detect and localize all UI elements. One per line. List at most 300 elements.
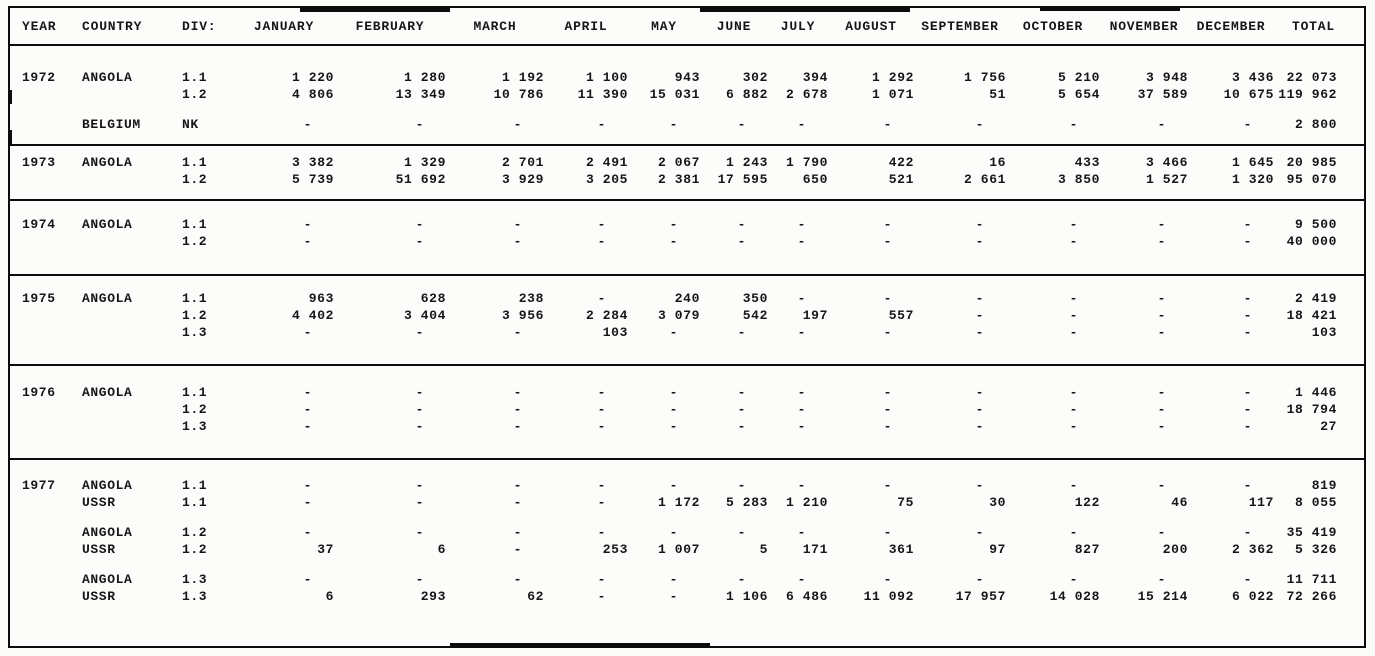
div-cell: 1.1 — [182, 385, 208, 400]
month-value: 10 786 — [493, 87, 544, 102]
row-group — [22, 477, 1364, 511]
month-value: - — [1069, 525, 1078, 540]
year-cell — [22, 233, 82, 250]
month-value: - — [1243, 217, 1252, 232]
month-value: 1 071 — [871, 87, 914, 102]
month-value: 5 — [759, 542, 768, 557]
month-value: 75 — [897, 495, 914, 510]
country-cell: ANGOLA — [82, 525, 133, 540]
country-cell: USSR — [82, 495, 116, 510]
month-value: 963 — [308, 291, 334, 306]
month-value: 394 — [802, 70, 828, 85]
country-cell — [82, 86, 182, 103]
total-value: 27 — [1320, 419, 1337, 434]
table-body — [10, 46, 1364, 646]
month-value: - — [597, 117, 606, 132]
month-value: - — [883, 572, 892, 587]
month-value: - — [513, 117, 522, 132]
month-value: 62 — [527, 589, 544, 604]
total-value: 2 800 — [1294, 117, 1337, 132]
month-value: 37 589 — [1137, 87, 1188, 102]
month-value: - — [797, 291, 806, 306]
month-value: - — [597, 572, 606, 587]
month-value: 103 — [602, 325, 628, 340]
month-value: - — [513, 419, 522, 434]
total-value: 95 070 — [1286, 172, 1337, 187]
month-value: - — [303, 234, 312, 249]
total-value: 103 — [1311, 325, 1337, 340]
month-value: 15 214 — [1137, 589, 1188, 604]
month-value: 3 948 — [1145, 70, 1188, 85]
country-cell — [82, 324, 182, 341]
month-value: - — [883, 234, 892, 249]
country-cell: ANGOLA — [82, 217, 133, 232]
month-value: 197 — [802, 308, 828, 323]
country-cell — [82, 233, 182, 250]
column-header-country: COUNTRY — [82, 18, 143, 34]
month-value: - — [513, 542, 522, 557]
total-value: 18 794 — [1286, 402, 1337, 417]
year-cell — [22, 571, 82, 588]
div-cell: 1.2 — [182, 402, 208, 417]
table-row — [22, 154, 1364, 171]
country-cell — [82, 307, 182, 324]
div-cell: 1.1 — [182, 155, 208, 170]
column-header-february: FEBRUARY — [355, 18, 425, 34]
column-header-total: TOTAL — [1291, 18, 1335, 34]
month-value: - — [975, 217, 984, 232]
month-value: - — [597, 419, 606, 434]
total-value: 20 985 — [1286, 155, 1337, 170]
month-value: - — [883, 402, 892, 417]
total-value: 40 000 — [1286, 234, 1337, 249]
month-value: - — [415, 117, 424, 132]
month-value: 1 329 — [403, 155, 446, 170]
month-value: - — [737, 234, 746, 249]
month-value: - — [303, 572, 312, 587]
month-value: - — [1069, 419, 1078, 434]
month-value: - — [415, 419, 424, 434]
month-value: 1 790 — [785, 155, 828, 170]
month-value: - — [597, 402, 606, 417]
month-value: 15 031 — [649, 87, 700, 102]
month-value: 51 — [989, 87, 1006, 102]
month-value: - — [883, 217, 892, 232]
month-value: 943 — [674, 70, 700, 85]
month-value: - — [797, 385, 806, 400]
month-value: - — [597, 525, 606, 540]
month-value: - — [797, 572, 806, 587]
month-value: - — [797, 419, 806, 434]
total-value: 11 711 — [1286, 572, 1337, 587]
year-cell: 1973 — [22, 155, 56, 170]
month-value: - — [797, 402, 806, 417]
row-group — [22, 384, 1364, 435]
month-value: - — [883, 385, 892, 400]
div-cell: 1.1 — [182, 291, 208, 306]
month-value: - — [975, 117, 984, 132]
month-value: 2 284 — [585, 308, 628, 323]
month-value: - — [303, 525, 312, 540]
month-value: - — [1243, 402, 1252, 417]
country-cell: ANGOLA — [82, 478, 133, 493]
table-row — [22, 233, 1364, 250]
div-cell: 1.3 — [182, 572, 208, 587]
month-value: - — [303, 385, 312, 400]
month-value: - — [597, 217, 606, 232]
month-value: 2 701 — [501, 155, 544, 170]
month-value: - — [975, 525, 984, 540]
month-value: - — [669, 217, 678, 232]
month-value: 542 — [742, 308, 768, 323]
month-value: - — [1157, 291, 1166, 306]
month-value: 13 349 — [395, 87, 446, 102]
month-value: 5 283 — [725, 495, 768, 510]
total-value: 5 326 — [1294, 542, 1337, 557]
month-value: - — [513, 217, 522, 232]
country-cell: ANGOLA — [82, 70, 133, 85]
month-value: - — [1157, 478, 1166, 493]
month-value: - — [597, 478, 606, 493]
month-value: - — [415, 478, 424, 493]
row-group — [22, 116, 1364, 133]
month-value: - — [669, 525, 678, 540]
month-value: 2 362 — [1231, 542, 1274, 557]
month-value: - — [883, 525, 892, 540]
month-value: 1 210 — [785, 495, 828, 510]
month-value: - — [737, 419, 746, 434]
month-value: 1 106 — [725, 589, 768, 604]
month-value: - — [415, 217, 424, 232]
month-value: - — [1243, 525, 1252, 540]
month-value: - — [1157, 419, 1166, 434]
month-value: - — [1243, 308, 1252, 323]
month-value: 6 — [437, 542, 446, 557]
month-value: - — [1069, 478, 1078, 493]
total-value: 35 419 — [1286, 525, 1337, 540]
year-block — [10, 46, 1364, 146]
month-value: 117 — [1248, 495, 1274, 510]
country-cell — [82, 401, 182, 418]
month-value: - — [883, 325, 892, 340]
table-row — [22, 477, 1364, 494]
month-value: - — [797, 525, 806, 540]
total-value: 2 419 — [1294, 291, 1337, 306]
month-value: - — [597, 495, 606, 510]
month-value: - — [669, 325, 678, 340]
month-value: - — [1069, 308, 1078, 323]
month-value: - — [415, 385, 424, 400]
month-value: - — [513, 402, 522, 417]
month-value: 17 595 — [717, 172, 768, 187]
month-value: - — [669, 385, 678, 400]
month-value: - — [1157, 402, 1166, 417]
month-value: - — [975, 402, 984, 417]
total-value: 8 055 — [1294, 495, 1337, 510]
total-value: 22 073 — [1286, 70, 1337, 85]
month-value: 1 007 — [657, 542, 700, 557]
month-value: 4 402 — [291, 308, 334, 323]
month-value: 521 — [888, 172, 914, 187]
year-cell — [22, 86, 82, 103]
month-value: - — [1243, 234, 1252, 249]
month-value: - — [1157, 572, 1166, 587]
year-cell: 1976 — [22, 385, 56, 400]
month-value: - — [737, 325, 746, 340]
month-value: 3 850 — [1057, 172, 1100, 187]
month-value: 4 806 — [291, 87, 334, 102]
month-value: - — [1069, 117, 1078, 132]
month-value: 46 — [1171, 495, 1188, 510]
country-cell: USSR — [82, 542, 116, 557]
year-cell — [22, 307, 82, 324]
month-value: 422 — [888, 155, 914, 170]
row-group — [22, 524, 1364, 558]
total-value: 1 446 — [1294, 385, 1337, 400]
year-cell: 1974 — [22, 217, 56, 232]
month-value: - — [737, 572, 746, 587]
row-group — [22, 571, 1364, 605]
month-value: - — [1069, 385, 1078, 400]
month-value: - — [797, 117, 806, 132]
month-value: 2 491 — [585, 155, 628, 170]
column-header-september: SEPTEMBER — [921, 18, 999, 34]
month-value: 171 — [802, 542, 828, 557]
month-value: - — [975, 385, 984, 400]
month-value: - — [303, 325, 312, 340]
month-value: - — [415, 325, 424, 340]
total-value: 819 — [1311, 478, 1337, 493]
month-value: - — [303, 495, 312, 510]
month-value: - — [975, 419, 984, 434]
year-block — [10, 146, 1364, 201]
month-value: - — [975, 325, 984, 340]
month-value: - — [1157, 217, 1166, 232]
month-value: 1 280 — [403, 70, 446, 85]
year-block — [10, 366, 1364, 460]
month-value: - — [737, 217, 746, 232]
month-value: - — [1069, 402, 1078, 417]
year-cell — [22, 171, 82, 188]
row-group — [22, 290, 1364, 341]
column-header-august: AUGUST — [845, 18, 897, 34]
div-cell: 1.1 — [182, 70, 208, 85]
month-value: 253 — [602, 542, 628, 557]
month-value: - — [303, 217, 312, 232]
month-value: - — [513, 495, 522, 510]
month-value: - — [1157, 325, 1166, 340]
scan-artifact — [700, 8, 910, 12]
month-value: 827 — [1074, 542, 1100, 557]
year-cell: 1975 — [22, 291, 56, 306]
month-value: - — [513, 572, 522, 587]
table-row — [22, 494, 1364, 511]
month-value: - — [597, 234, 606, 249]
table-row — [22, 171, 1364, 188]
month-value: - — [415, 234, 424, 249]
month-value: - — [1157, 385, 1166, 400]
country-cell: ANGOLA — [82, 385, 133, 400]
column-header-january: JANUARY — [253, 18, 315, 34]
month-value: - — [1157, 234, 1166, 249]
month-value: - — [415, 495, 424, 510]
month-value: - — [597, 291, 606, 306]
country-cell: ANGOLA — [82, 291, 133, 306]
month-value: - — [883, 419, 892, 434]
month-value: 293 — [420, 589, 446, 604]
month-value: 30 — [989, 495, 1006, 510]
month-value: 1 527 — [1145, 172, 1188, 187]
month-value: - — [513, 525, 522, 540]
month-value: 17 957 — [955, 589, 1006, 604]
month-value: - — [1243, 325, 1252, 340]
month-value: - — [1157, 308, 1166, 323]
statistics-table — [8, 6, 1366, 648]
month-value: - — [797, 325, 806, 340]
month-value: - — [1243, 385, 1252, 400]
year-cell — [22, 418, 82, 435]
total-value: 72 266 — [1286, 589, 1337, 604]
country-cell: ANGOLA — [82, 155, 133, 170]
table-row — [22, 116, 1364, 133]
month-value: 1 243 — [725, 155, 768, 170]
month-value: - — [1243, 478, 1252, 493]
month-value: - — [669, 234, 678, 249]
month-value: 1 192 — [501, 70, 544, 85]
table-row — [22, 524, 1364, 541]
month-value: - — [669, 589, 678, 604]
month-value: - — [737, 525, 746, 540]
table-row — [22, 216, 1364, 233]
month-value: - — [513, 234, 522, 249]
month-value: - — [303, 478, 312, 493]
total-value: 9 500 — [1294, 217, 1337, 232]
scan-artifact — [450, 643, 710, 646]
month-value: - — [415, 402, 424, 417]
month-value: 3 079 — [657, 308, 700, 323]
month-value: 433 — [1074, 155, 1100, 170]
month-value: - — [669, 402, 678, 417]
month-value: 6 486 — [785, 589, 828, 604]
month-value: - — [669, 117, 678, 132]
month-value: - — [883, 291, 892, 306]
month-value: 240 — [674, 291, 700, 306]
column-header-march: MARCH — [473, 18, 517, 34]
column-header-june: JUNE — [716, 18, 752, 34]
div-cell: 1.1 — [182, 478, 208, 493]
month-value: 6 022 — [1231, 589, 1274, 604]
month-value: - — [513, 385, 522, 400]
month-value: - — [975, 572, 984, 587]
month-value: 361 — [888, 542, 914, 557]
country-cell: BELGIUM — [82, 117, 141, 132]
div-cell: 1.1 — [182, 217, 208, 232]
month-value: - — [597, 385, 606, 400]
table-row — [22, 69, 1364, 86]
month-value: - — [1157, 525, 1166, 540]
month-value: - — [737, 385, 746, 400]
month-value: 1 292 — [871, 70, 914, 85]
month-value: 200 — [1162, 542, 1188, 557]
month-value: 3 956 — [501, 308, 544, 323]
month-value: 5 654 — [1057, 87, 1100, 102]
month-value: 97 — [989, 542, 1006, 557]
table-row — [22, 384, 1364, 401]
total-value: 119 962 — [1278, 87, 1337, 102]
month-value: 14 028 — [1049, 589, 1100, 604]
month-value: - — [797, 234, 806, 249]
table-row — [22, 571, 1364, 588]
table-row — [22, 290, 1364, 307]
month-value: 51 692 — [395, 172, 446, 187]
div-cell: 1.3 — [182, 419, 208, 434]
month-value: - — [1069, 217, 1078, 232]
column-header-july: JULY — [780, 18, 816, 34]
table-row — [22, 541, 1364, 558]
month-value: 11 092 — [863, 589, 914, 604]
month-value: 557 — [888, 308, 914, 323]
table-row — [22, 418, 1364, 435]
month-value: - — [797, 217, 806, 232]
month-value: - — [669, 478, 678, 493]
year-cell — [22, 324, 82, 341]
month-value: - — [1243, 419, 1252, 434]
div-cell: NK — [182, 117, 199, 132]
country-cell — [82, 418, 182, 435]
column-header-december: DECEMBER — [1196, 18, 1266, 34]
div-cell: 1.2 — [182, 87, 208, 102]
month-value: 6 — [325, 589, 334, 604]
year-cell — [22, 401, 82, 418]
table-row — [22, 401, 1364, 418]
month-value: - — [797, 478, 806, 493]
month-value: 2 678 — [785, 87, 828, 102]
month-value: 628 — [420, 291, 446, 306]
month-value: 3 466 — [1145, 155, 1188, 170]
month-value: - — [597, 589, 606, 604]
total-value: 18 421 — [1286, 308, 1337, 323]
month-value: - — [415, 525, 424, 540]
div-cell: 1.2 — [182, 525, 208, 540]
month-value: - — [1069, 325, 1078, 340]
row-group — [22, 154, 1364, 188]
month-value: 650 — [802, 172, 828, 187]
scan-artifact — [8, 130, 12, 146]
div-cell: 1.2 — [182, 542, 208, 557]
month-value: 16 — [989, 155, 1006, 170]
scan-artifact — [300, 8, 450, 12]
month-value: 3 929 — [501, 172, 544, 187]
month-value: - — [303, 117, 312, 132]
div-cell: 1.2 — [182, 308, 208, 323]
month-value: - — [975, 478, 984, 493]
month-value: 5 739 — [291, 172, 334, 187]
year-cell — [22, 494, 82, 511]
month-value: 2 067 — [657, 155, 700, 170]
country-cell — [82, 171, 182, 188]
month-value: - — [513, 325, 522, 340]
month-value: - — [975, 308, 984, 323]
month-value: - — [303, 419, 312, 434]
month-value: 350 — [742, 291, 768, 306]
month-value: 1 645 — [1231, 155, 1274, 170]
table-row — [22, 588, 1364, 605]
month-value: 1 172 — [657, 495, 700, 510]
month-value: - — [737, 117, 746, 132]
month-value: - — [737, 402, 746, 417]
month-value: 238 — [518, 291, 544, 306]
month-value: - — [883, 117, 892, 132]
